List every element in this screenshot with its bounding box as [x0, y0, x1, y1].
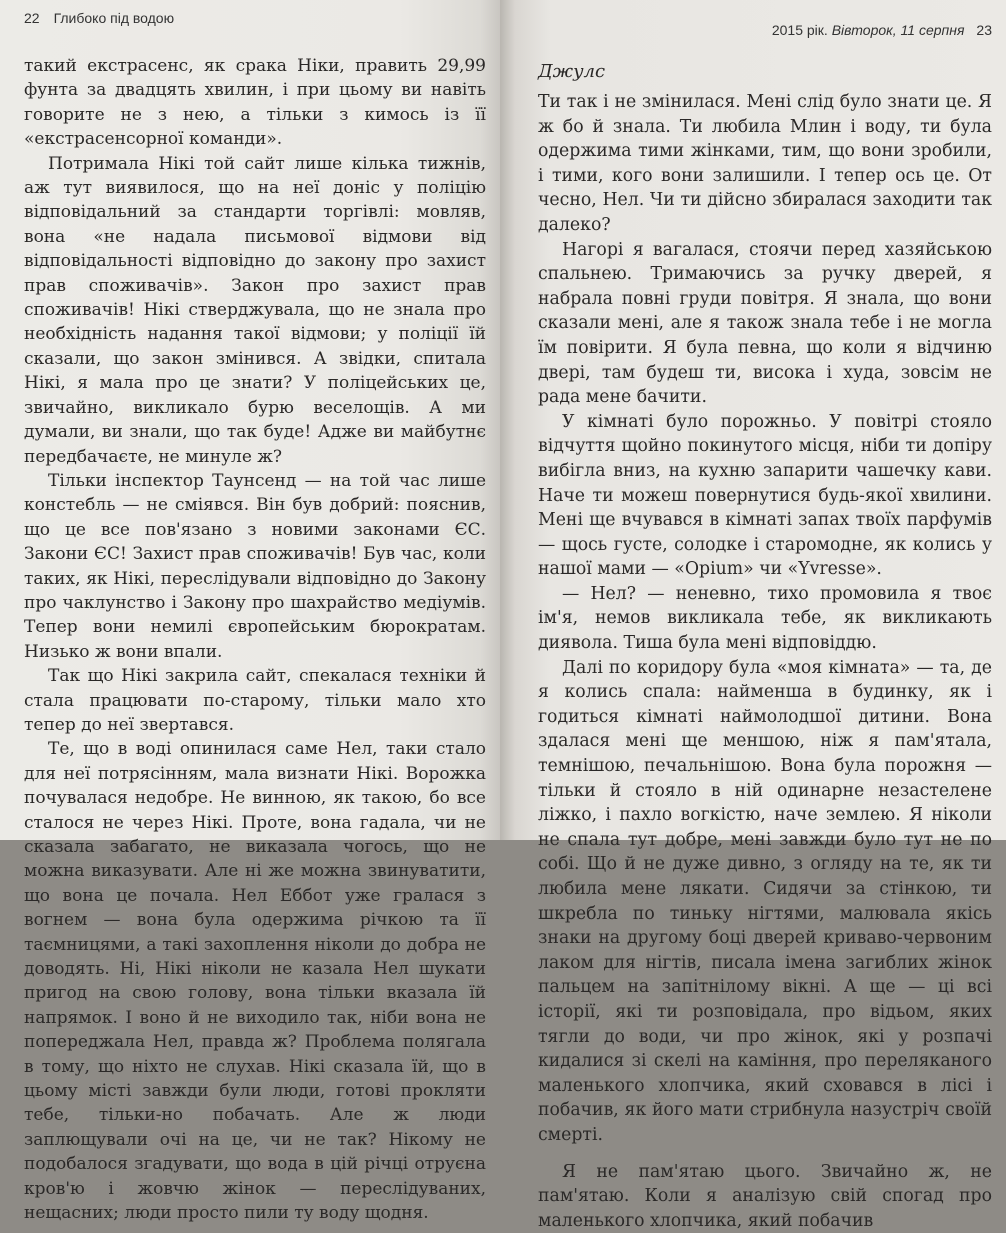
- left-paragraph: Тільки інспектор Таунсенд — на той час лише констебль — не сміявся. Він був добрий: пояснив, що це все пов'язано з новими законами ЄС. Закони ЄС! Захист прав споживачів! Був час, коли таких, як Нікі, переслідували відповідно до Закону про чаклунство і Закону про шахрайство медіумів. Тепер вони немилі європейським бюрократам. Низько ж вони впали.: [24, 470, 486, 662]
- chapter-heading: Джулс: [538, 61, 606, 82]
- left-running-title: Глибоко під водою: [53, 10, 175, 26]
- left-page-number: 22: [24, 10, 40, 26]
- right-page-number: 23: [976, 22, 992, 38]
- left-paragraph: такий екстрасенс, як срака Ніки, править 29,99 фунта за двадцять хвилин, і при цьому ви навіть говорите не з нею, а тільки з кимось із її «екстрасенсорної команди».: [24, 56, 486, 150]
- right-paragraph: Ти так і не змінилася. Мені слід було знати це. Я ж бо й знала. Ти любила Млин і воду, ти була одержима тими жінками, тим, що вони зробили, і тими, кого вони залишили. І тепер ось це. От чесно, Нел. Чи ти дійсно збиралася заходити так далеко?: [538, 92, 992, 235]
- running-head-date: Вівторок, 11 серпня: [831, 22, 965, 38]
- left-page: [0, 0, 500, 1224]
- right-page: [500, 0, 1006, 1231]
- right-running-head: [538, 22, 992, 56]
- left-running-head: [24, 10, 486, 54]
- right-running-title: [772, 22, 965, 38]
- right-paragraph: Нагорі я вагалася, стоячи перед хазяйською спальнею. Тримаючись за ручку дверей, я набрала повні груди повітря. Я знала, що вони сказали мені, але я також знала тебе і не могла їм повірити. Я була певна, що коли я відчиню двері, там будеш ти, висока і худа, зовсім не рада мене бачити.: [538, 239, 992, 408]
- left-paragraph: Потримала Нікі той сайт лише кілька тижнів, аж тут виявилося, що на неї доніс у поліцію відповідальний за стандарти торгівлі: мовляв, вона «не надала письмової відмови від відповідальності відповідно до закону про захист прав споживачів». Закон про захист прав споживачів! Нікі стверджувала, що не знала про необхідність надання такої відмови; у поліції їй сказали, що закон змінився. А звідки, спитала Нікі, я мала про це знати? У поліцейських це, звичайно, викликало бурю веселощів. А ми думали, ви знали, що так буде! Адже ви майбутнє передбачаєте, не минуле ж?: [24, 153, 486, 467]
- right-paragraph: Далі по коридору була «моя кімната» — та, де я колись спала: найменша в будинку, як і годиться кімнаті наймолодшої дитини. Вона здалася мені ще меншою, ніж я пам'ятала, темнішою, печальнішою. Вона була порожня — тільки й стояло в ній одинарне незастелене ліжко, і пахло вогкістю, наче землею. Я ніколи не спала тут добре, мені завжди було тут не по собі. Що й не дуже дивно, з огляду на те, як ти любила мене лякати. Сидячи за стінкою, ти шкребла по тиньку нігтями, малювала якісь знаки на другому боці дверей криваво-червоним лаком для нігтів, писала імена загиблих жінок пальцем на запітнілому вікні. А ще — ці всі історії, які ти розповідала, про відьом, яких тягли до води, чи про жінок, які у розпачі кидалися зі скелі на каміння, про переляканого маленького хлопчика, який сховався в лісі і побачив, як його мати стрибнула назустріч своїй смерті.: [538, 657, 992, 1145]
- running-head-year: 2015 рік.: [771, 22, 828, 38]
- left-paragraph: Так що Нікі закрила сайт, спекалася техніки й стала працювати по-старому, тільки мало хто тепер до неї звертався.: [24, 666, 486, 735]
- right-paragraph: — Нел? — неневно, тихо промовила я твоє ім'я, немов викликала тебе, як викликають диявола. Тиша була мені відповіддю.: [538, 583, 992, 654]
- right-paragraph: Я не пам'ятаю цього. Звичайно ж, не пам'ятаю. Коли я аналізую свій спогад про маленького хлопчика, який побачив: [538, 1161, 992, 1231]
- right-paragraph: У кімнаті було порожньо. У повітрі стояло відчуття щойно покинутого місця, ніби ти допіру вибігла вниз, на кухню запарити чашечку кави. Наче ти можеш повернутися будь-якої хвилини. Мені ще вчувався в кімнаті запах твоїх парфумів — щось густе, солодке і старомодне, як колись у нашої мами — «Opium» чи «Yvresse».: [538, 411, 992, 580]
- left-paragraph: Те, що в воді опинилася саме Нел, таки стало для неї потрясінням, мала визнати Нікі. Ворожка почувалася недобре. Не винною, як такою, бо все сталося не через Нікі. Проте, вона гадала, чи не сказала забагато, не виказала чогось, що не можна виказувати. Але ні же можна звинуватити, що вона це почала. Нел Еббот уже гралася з вогнем — вона була одержима річкою та її таємницями, а такі захоплення ніколи до добра не доводять. Ні, Нікі ніколи не казала Нел шукати пригод на свою голову, вона тільки вказала їй напрямок. І воно й не виходило так, ніби вона не попереджала Нел, правда ж? Проблема полягала в тому, що ніхто не слухав. Нікі сказала їй, що в цьому місті завжди були люди, готові прокляти тебе, тільки-но побачать. Але ж люди заплющували очі на це, чи не так? Нікому не подобалося згадувати, що вода в цій річці отруєна кров'ю і жовчю жінок — переслідуваних, нещасних; люди просто пили ту воду щодня.: [24, 739, 486, 1224]
